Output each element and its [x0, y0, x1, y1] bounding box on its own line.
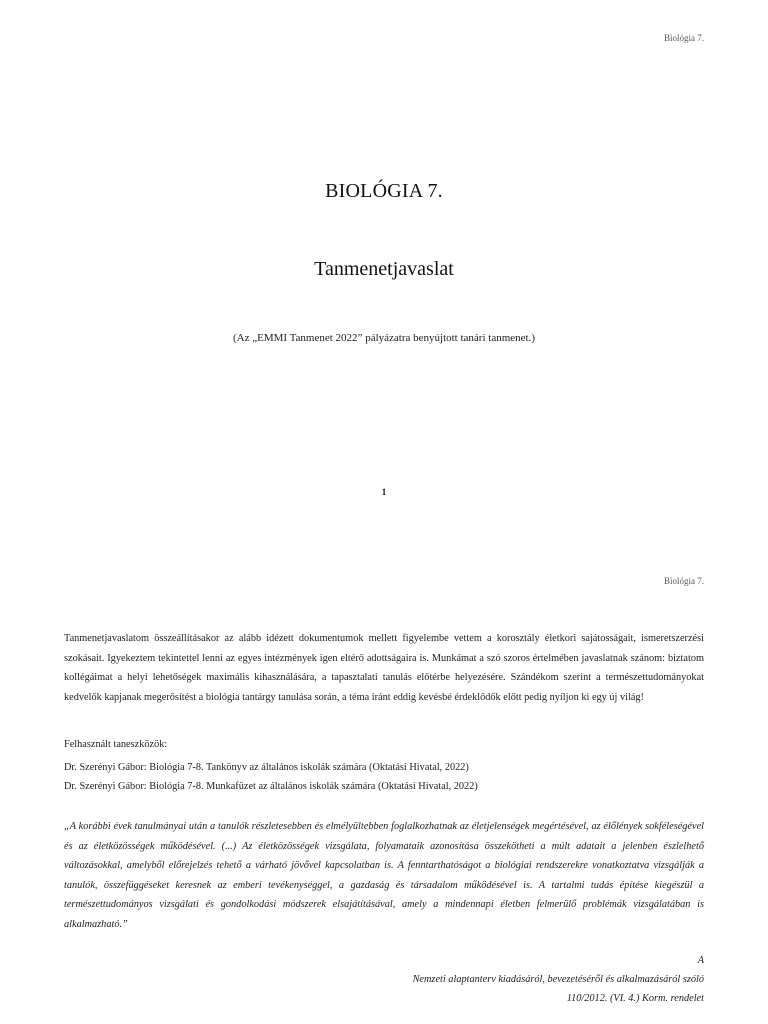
citation-line: 110/2012. (VI. 4.) Korm. rendelet — [566, 993, 704, 1004]
document-subtitle: Tanmenetjavaslat — [314, 258, 454, 280]
running-header: Biológia 7. — [664, 33, 704, 43]
document-title: BIOLÓGIA 7. — [325, 180, 443, 202]
running-header-page-2: Biológia 7. — [664, 576, 704, 586]
book-reference: Dr. Szerényi Gábor: Biológia 7-8. Tankönyv az általános iskolák számára (Oktatási Hivatal, 2022) — [64, 762, 469, 773]
page-number: 1 — [381, 487, 387, 497]
curriculum-quote: „A korábbi évek tanulmányai után a tanulók részletesebben és elmélyültebben foglalkozhatnak az életjelenségek megértésével, az élőlények sokféleségével és az életközösségek működésével. (...) Az életközösségek vizsgálata, folyamataik azonosítása összekötheti a múlt adatait a jelenben észlelhető változásokkal, amelyből előrejelzés tehető a várható jövővel kapcsolatban is. A fenntarthatóságot a biológiai rendszerekre vonatkoztatva vizsgálják a tanulók, összefüggéseket keresnek az emberi tevékenységgel, a gazdaság és társadalom működésével is. A tartalmi tudás építése kiegészül a természettudományos vizsgálati és gondolkodási módszerek elsajátításával, amely a mindennapi életben felmerülő problémák vizsgálatában is alkalmazható.” — [64, 821, 704, 930]
citation-line: A — [697, 955, 704, 966]
submission-note: (Az „EMMI Tanmenet 2022” pályázatra benyújtott tanári tanmenet.) — [232, 332, 536, 344]
tools-label: Felhasznált taneszközök: — [64, 739, 168, 750]
citation-line: Nemzeti alaptanterv kiadásáról, bevezetéséről és alkalmazásáról szóló — [412, 974, 704, 985]
intro-paragraph: Tanmenetjavaslatom összeállításakor az alább idézett dokumentumok mellett figyelembe vettem a korosztály életkori sajátosságait, ismeretszerzési szokásait. Igyekeztem tekintettel lenni az egyes intézmények igen eltérő adottságaira is. Munkámat a szó szoros értelmében javaslatnak szánom: biztatom kollégáimat a helyi lehetőségek maximális kihasználására, a tapasztalati tanulás előtérbe helyezésére. Szándékom szerint a természettudományokat kedvelők kapjanak megerősítést a biológia tantárgy tanulása során, a téma iránt eddig kevésbé érdeklődők előtt pedig nyíljon ki egy új világ! — [64, 633, 704, 703]
book-reference: Dr. Szerényi Gábor: Biológia 7-8. Munkafüzet az általános iskolák számára (Oktatási Hivatal, 2022) — [64, 781, 478, 792]
